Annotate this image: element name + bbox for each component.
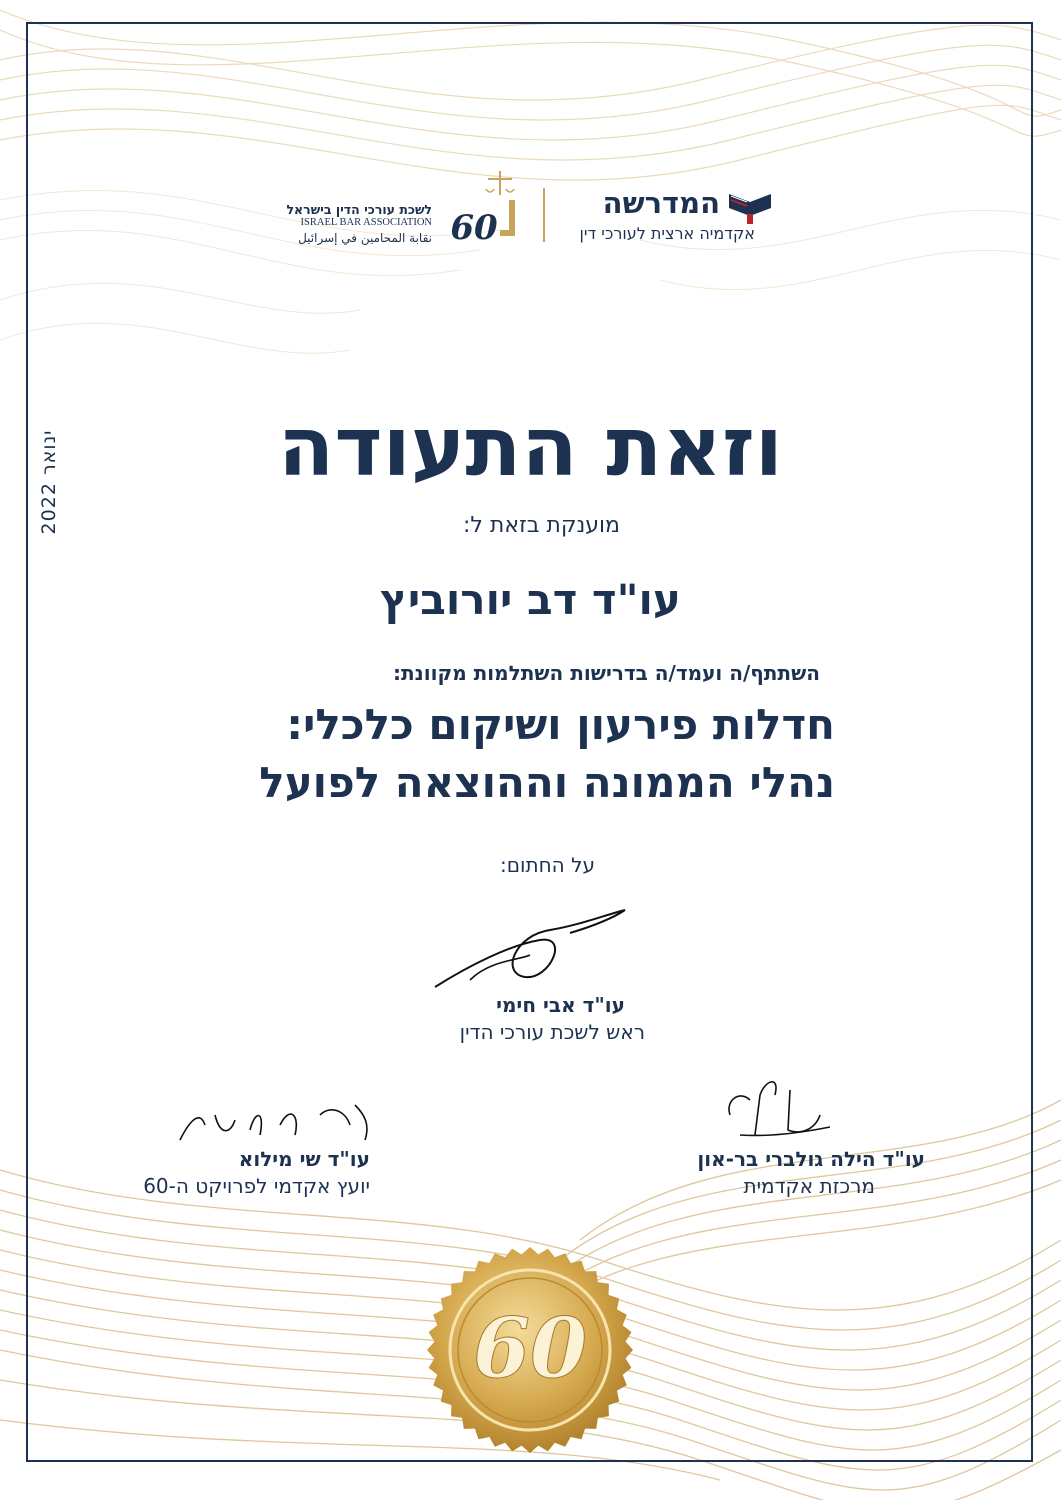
presented-to-label: מוענקת בזאת ל:: [463, 513, 620, 538]
issue-date: ינואר 2022: [38, 429, 60, 535]
main-signatory-role: ראש לשכת עורכי הדין: [459, 1020, 645, 1044]
left-signatory-role: יועץ אקדמי לפרויקט ה-60: [143, 1174, 370, 1198]
bar-english-name: ISRAEL BAR ASSOCIATION: [300, 217, 432, 228]
bar-hebrew-name: לשכת עורכי הדין בישראל: [286, 202, 432, 217]
bar-association-logo: [282, 165, 532, 255]
right-signature: [720, 1075, 840, 1150]
left-signature: [170, 1095, 380, 1155]
main-signatory-name: עו"ד אבי חימי: [496, 993, 625, 1017]
course-title-line-1: חדלות פירעון ושיקום כלכלי:: [286, 700, 835, 749]
main-signature: [430, 905, 640, 995]
madrasha-logo: [555, 186, 775, 250]
gold-seal-60: [425, 1245, 635, 1455]
madrasha-title: המדרשה: [602, 186, 720, 220]
certificate-title: וזאת התעודה: [278, 400, 783, 495]
left-signatory-name: עו"ד שי מילוא: [238, 1147, 370, 1171]
madrasha-subtitle: אקדמיה ארצית לעורכי דין: [579, 224, 755, 243]
bar-arabic-name: نقابة المحامين في إسرائيل: [298, 231, 432, 245]
course-title-line-2: נהלי הממונה וההוצאה לפועל: [259, 758, 835, 807]
right-signatory-name: עו"ד הילה גולברי בר-און: [697, 1147, 925, 1171]
right-signatory-role: מרכזת אקדמית: [743, 1174, 875, 1198]
recipient-name: עו"ד דב יורוביץ: [380, 575, 681, 624]
bar-emblem-icon: [442, 165, 532, 255]
open-book-icon: [725, 186, 775, 226]
signed-by-label: על החתום:: [500, 853, 595, 877]
seal-number: 60: [472, 1301, 588, 1397]
participation-text: השתתף/ה ועמד/ה בדרישות השתלמות מקוונת:: [393, 661, 820, 685]
bar-emblem-number: 60: [450, 208, 498, 248]
logo-divider: [543, 188, 545, 242]
